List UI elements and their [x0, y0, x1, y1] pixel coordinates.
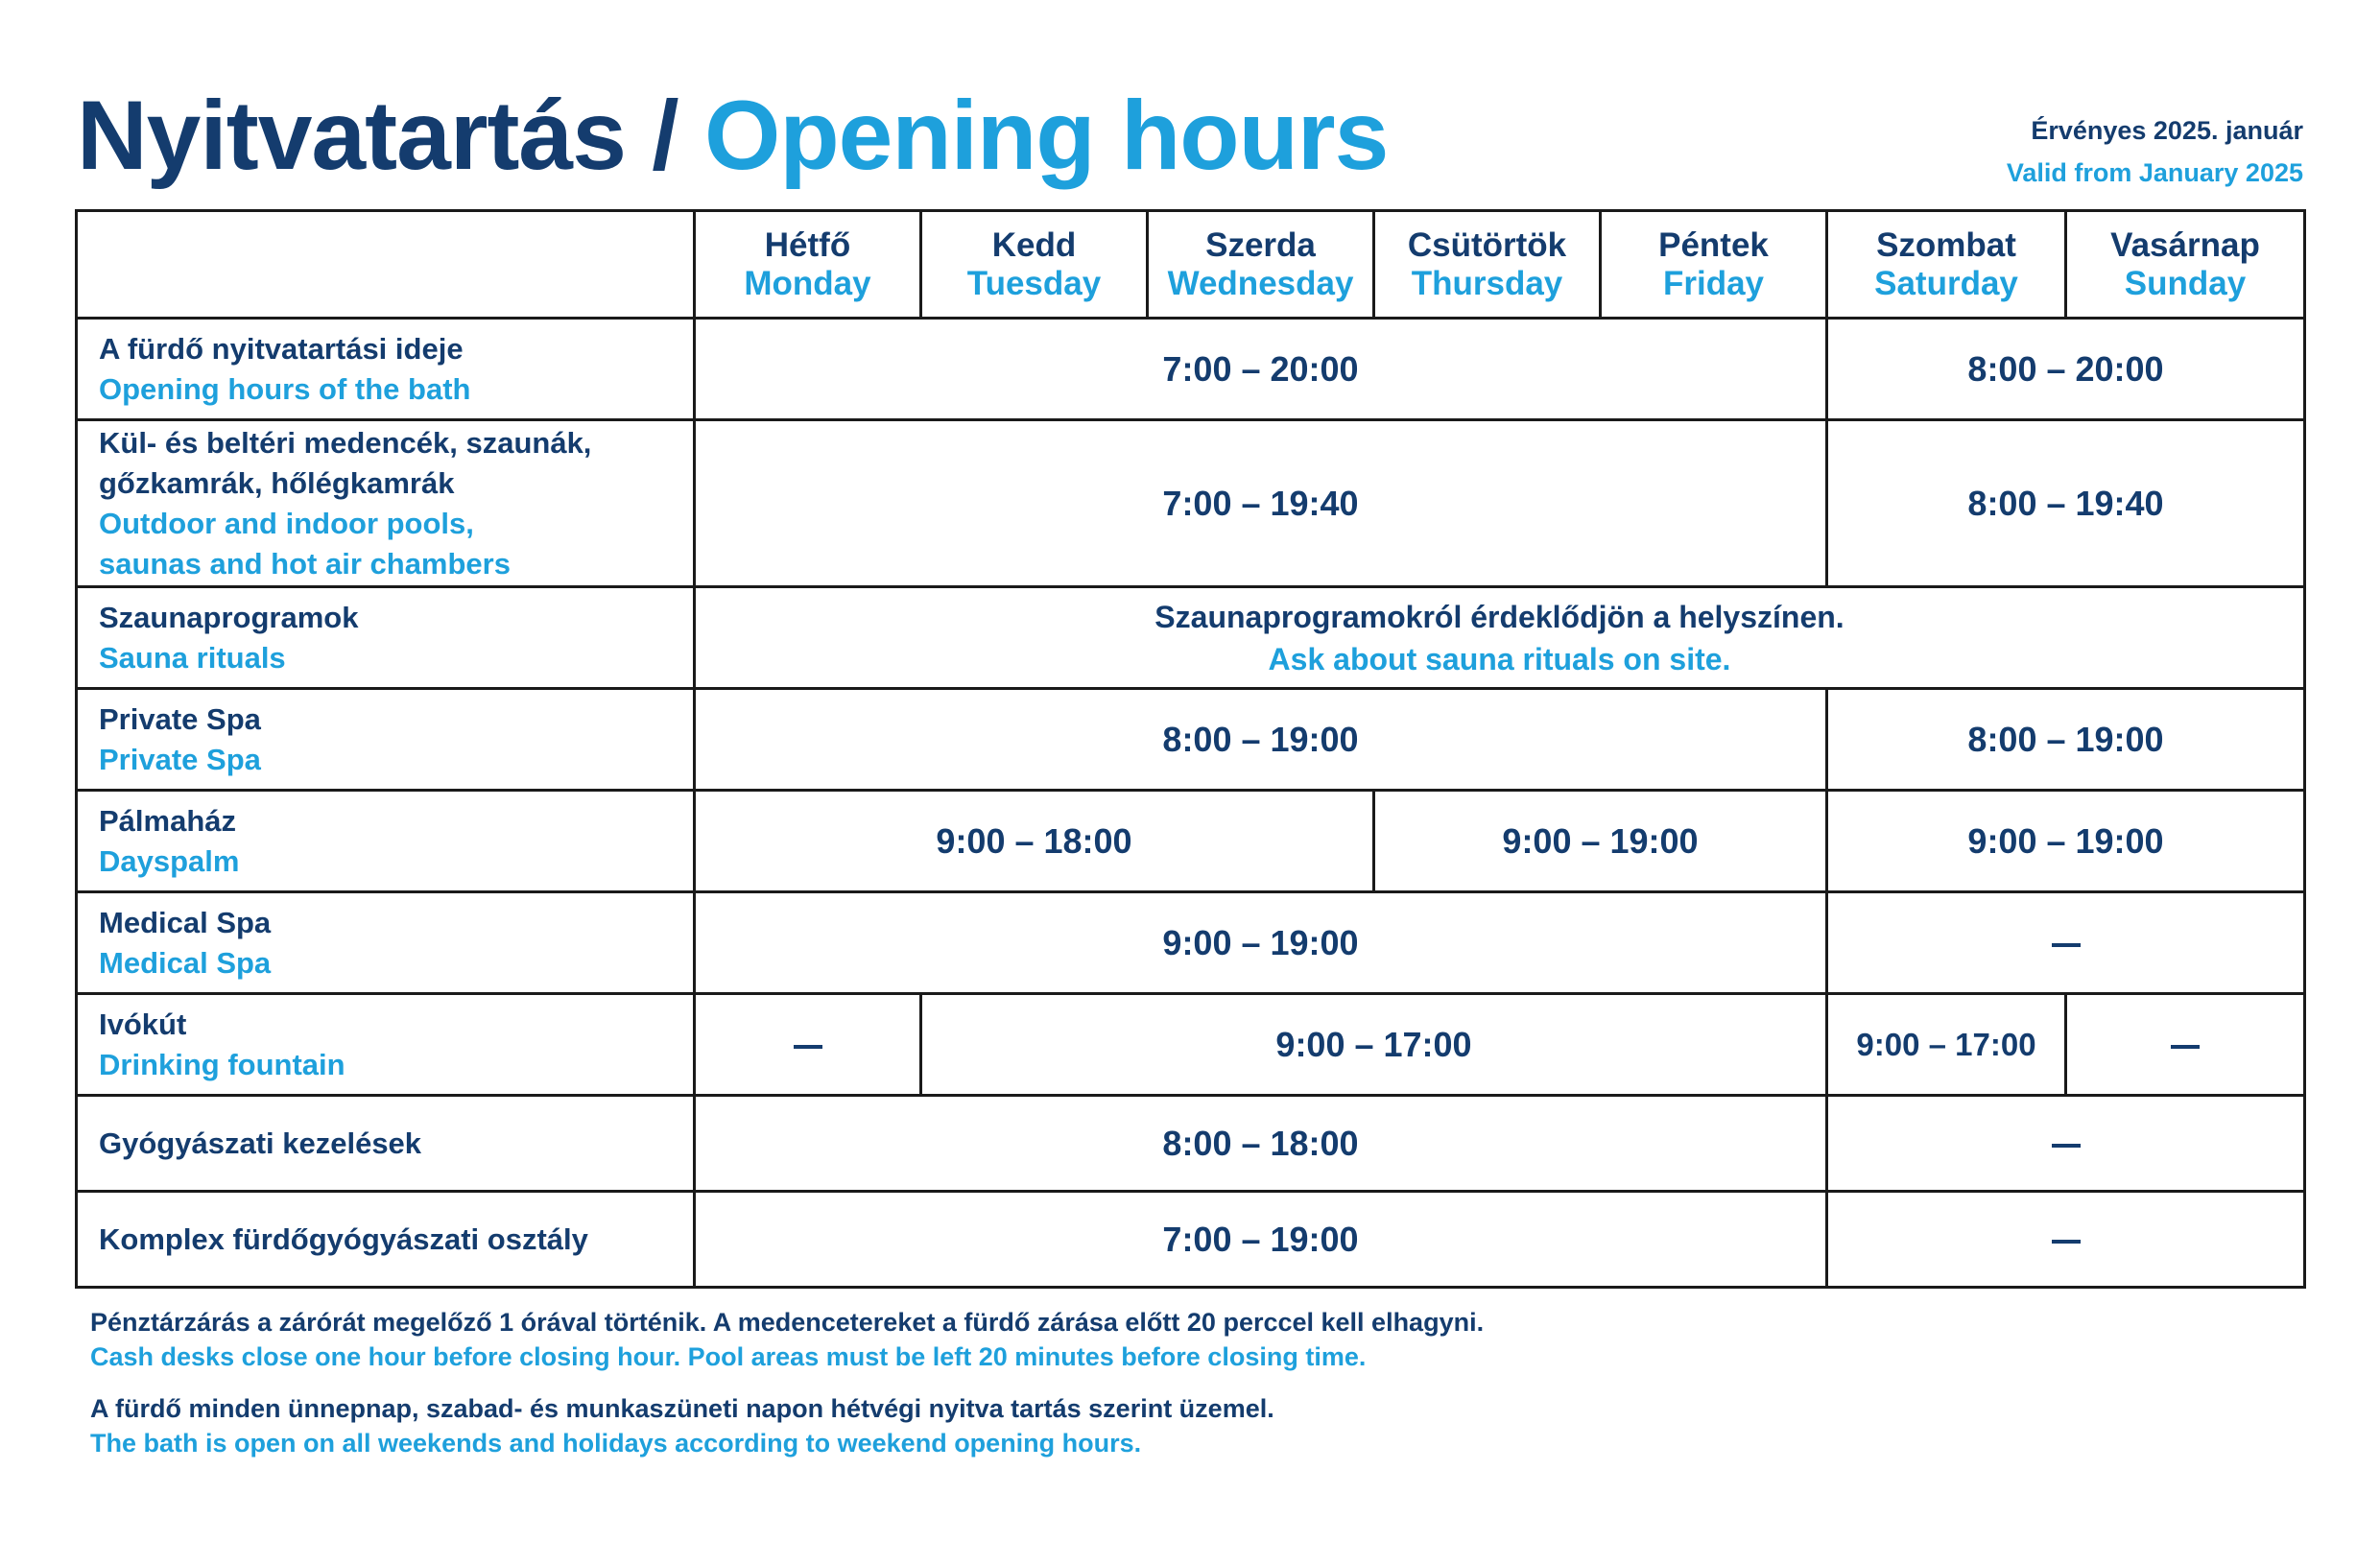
- page-title: [77, 81, 1389, 190]
- closed-dash-icon: [2052, 1144, 2081, 1148]
- table-row: [77, 994, 2305, 1096]
- fountain-tue-fri: 9:00 – 17:00: [921, 994, 1827, 1096]
- row-label-medical-treatments: Gyógyászati kezelések: [77, 1096, 695, 1192]
- table-header-row: [77, 211, 2305, 319]
- row-label-drinking-fountain: Ivókút Drinking fountain: [77, 994, 695, 1096]
- treatments-weekday: 8:00 – 18:00: [695, 1096, 1827, 1192]
- title-hungarian: Nyitvatartás /: [77, 81, 678, 190]
- valid-from-hungarian: Érvényes 2025. január: [2031, 116, 2303, 145]
- day-header-sunday: Vasárnap Sunday: [2066, 211, 2305, 319]
- closed-dash-icon: [2052, 1240, 2081, 1244]
- row-label-sauna-rituals: Szaunaprogramok Sauna rituals: [77, 587, 695, 689]
- validity-info: [2007, 109, 2303, 194]
- day-header-thursday: Csütörtök Thursday: [1374, 211, 1601, 319]
- header-corner-cell: [77, 211, 695, 319]
- closed-dash-icon: [2171, 1045, 2200, 1049]
- palm-house-weekend: 9:00 – 19:00: [1827, 791, 2305, 892]
- opening-hours-table: [75, 209, 2306, 1289]
- palm-house-mon-wed: 9:00 – 18:00: [695, 791, 1374, 892]
- private-spa-weekend: 8:00 – 19:00: [1827, 689, 2305, 791]
- row-label-balneotherapy-department: Komplex fürdőgyógyászati osztály: [77, 1192, 695, 1288]
- table-row: [77, 420, 2305, 587]
- fountain-monday: [695, 994, 921, 1096]
- row-label-private-spa: Private Spa Private Spa: [77, 689, 695, 791]
- bath-hours-weekday: 7:00 – 20:00: [695, 319, 1827, 420]
- valid-from-english: Valid from January 2025: [2006, 158, 2303, 187]
- table-row: [77, 319, 2305, 420]
- table-row: [77, 892, 2305, 994]
- palm-house-thu-fri: 9:00 – 19:00: [1374, 791, 1827, 892]
- row-label-bath-hours: A fürdő nyitvatartási ideje Opening hours of the bath: [77, 319, 695, 420]
- balneotherapy-weekend: [1827, 1192, 2305, 1288]
- row-label-pools-saunas: Kül- és beltéri medencék, szaunák, gőzkamrák, hőlégkamrák Outdoor and indoor pools, saunas and hot air chambers: [77, 420, 695, 587]
- treatments-weekend: [1827, 1096, 2305, 1192]
- row-label-palm-house: Pálmaház Dayspalm: [77, 791, 695, 892]
- fountain-sunday: [2066, 994, 2305, 1096]
- closed-dash-icon: [2052, 943, 2081, 947]
- day-header-wednesday: Szerda Wednesday: [1148, 211, 1374, 319]
- table-row: [77, 1192, 2305, 1288]
- holiday-note: A fürdő minden ünnepnap, szabad- és munkaszüneti napon hétvégi nyitva tartás szerint üzemel. The bath is open on all weekends and holidays according to weekend opening hours.: [90, 1394, 1274, 1458]
- fountain-saturday: 9:00 – 17:00: [1827, 994, 2066, 1096]
- pools-hours-weekday: 7:00 – 19:40: [695, 420, 1827, 587]
- table-row: [77, 689, 2305, 791]
- balneotherapy-weekday: 7:00 – 19:00: [695, 1192, 1827, 1288]
- day-header-saturday: Szombat Saturday: [1827, 211, 2066, 319]
- title-english: Opening hours: [703, 81, 1389, 190]
- medical-spa-weekend: [1827, 892, 2305, 994]
- row-label-medical-spa: Medical Spa Medical Spa: [77, 892, 695, 994]
- cash-desk-note: Pénztárzárás a zárórát megelőző 1 órával történik. A medencetereket a fürdő zárása előtt 20 perccel kell elhagyni. Cash desks close one hour before closing hour. Pool areas must be left 20 minutes before closing time.: [90, 1308, 1485, 1371]
- closed-dash-icon: [794, 1045, 822, 1049]
- day-header-tuesday: Kedd Tuesday: [921, 211, 1148, 319]
- day-header-friday: Péntek Friday: [1601, 211, 1827, 319]
- pools-hours-weekend: 8:00 – 19:40: [1827, 420, 2305, 587]
- table-row: [77, 587, 2305, 689]
- day-header-monday: Hétfő Monday: [695, 211, 921, 319]
- table-row: [77, 1096, 2305, 1192]
- footer-notes: [90, 1305, 1484, 1478]
- medical-spa-weekday: 9:00 – 19:00: [695, 892, 1827, 994]
- bath-hours-weekend: 8:00 – 20:00: [1827, 319, 2305, 420]
- sauna-rituals-note: Szaunaprogramokról érdeklődjön a helyszínen. Ask about sauna rituals on site.: [695, 587, 2305, 689]
- table-row: [77, 791, 2305, 892]
- private-spa-weekday: 8:00 – 19:00: [695, 689, 1827, 791]
